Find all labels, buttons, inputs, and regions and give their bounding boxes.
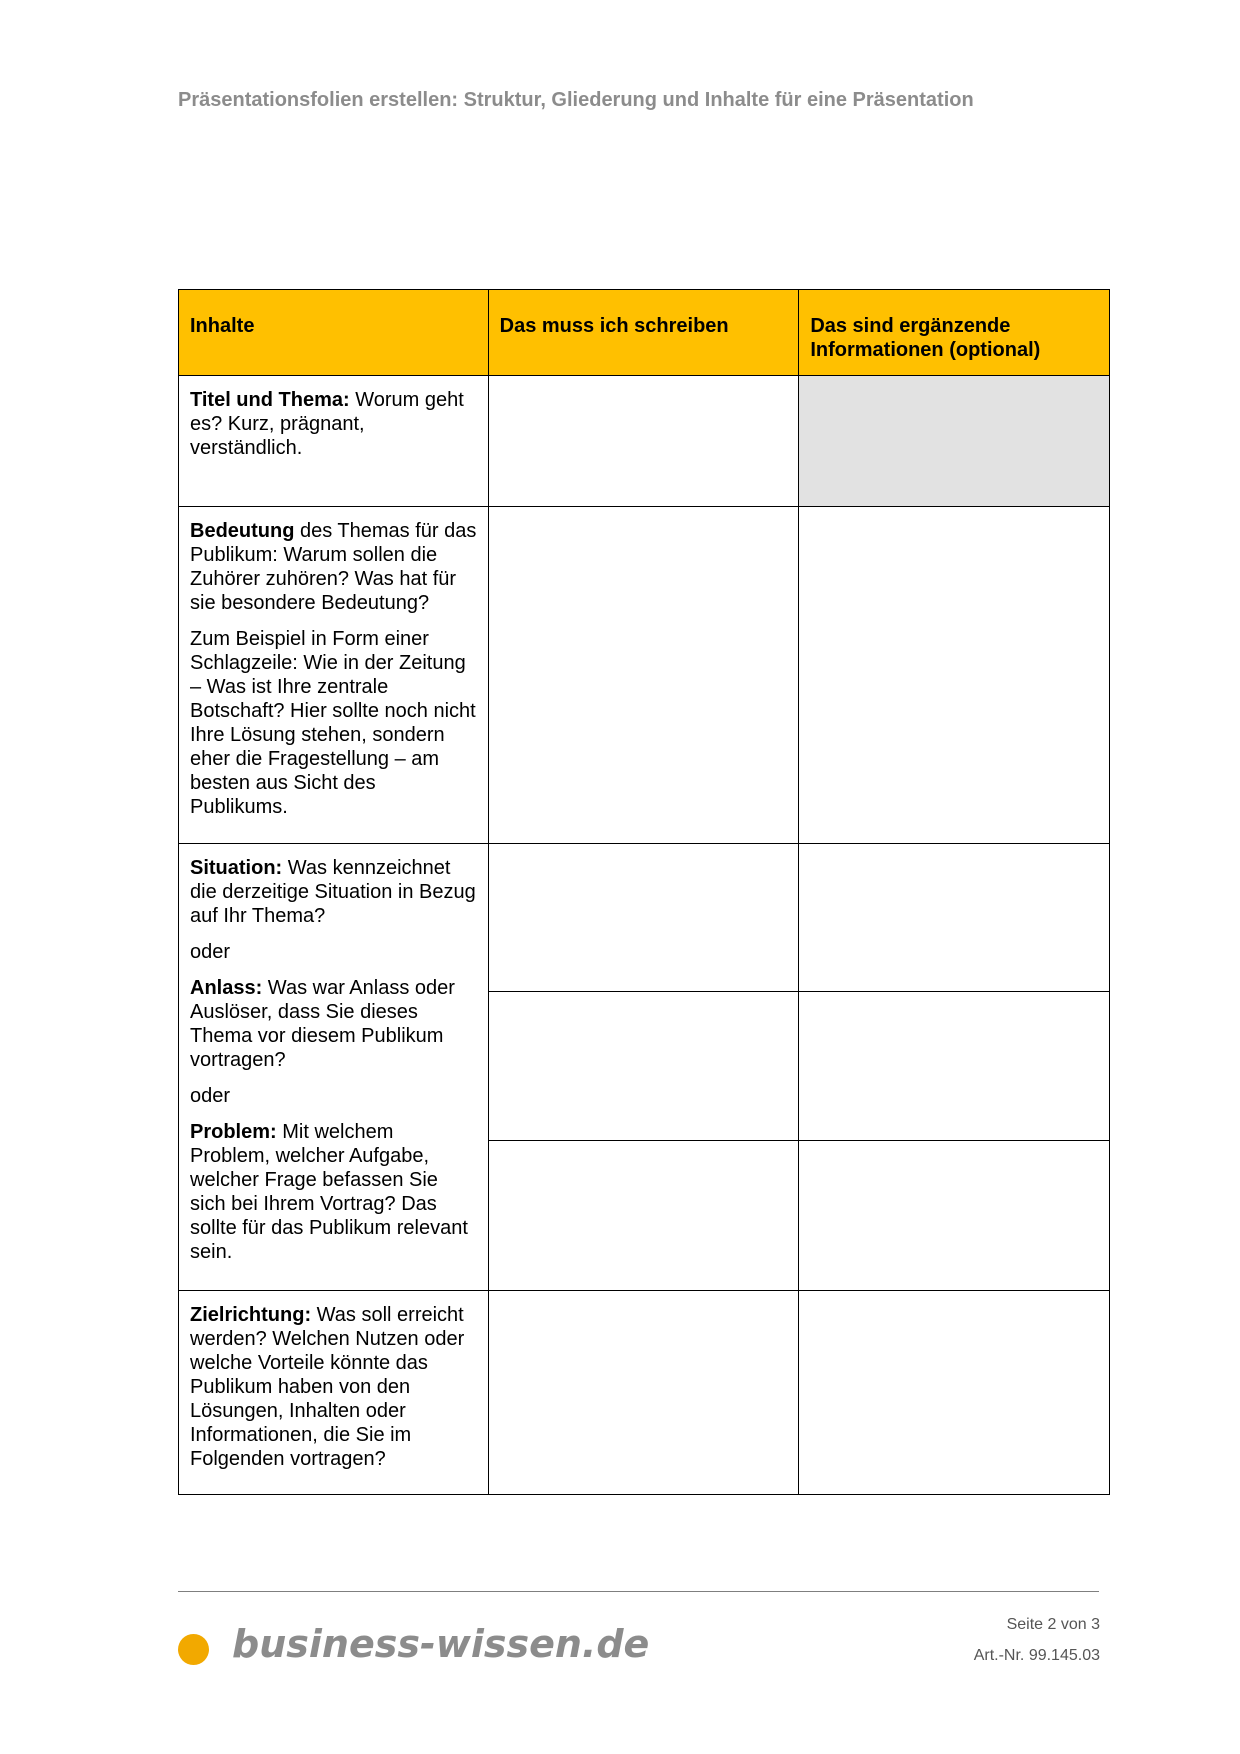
label-anlass: Anlass:: [190, 977, 263, 999]
cell-bedeutung-inhalte: [179, 507, 489, 844]
input-cell-bedeutung-ergaenzend[interactable]: [799, 507, 1110, 844]
label-titel: Titel und Thema:: [190, 389, 350, 411]
text-anlass: Was war Anlass oder Auslöser, dass Sie dieses Thema vor diesem Publikum vortragen?: [190, 977, 455, 1071]
footer-divider: [178, 1591, 1099, 1592]
text-zielrichtung: Was soll erreicht werden? Welchen Nutzen oder welche Vorteile könnte das Publikum haben von den Lösungen, Inhalten oder Informationen, die Sie im Folgenden vortragen?: [190, 1304, 465, 1470]
input-cell-problem-schreiben[interactable]: [488, 1141, 799, 1291]
article-number: Art.-Nr. 99.145.03: [973, 1647, 1100, 1664]
document-title: Präsentationsfolien erstellen: Struktur, Gliederung und Inhalte für eine Präsentation: [178, 89, 974, 111]
text-problem: Mit welchem Problem, welcher Aufgabe, welcher Frage befassen Sie sich bei Ihrem Vortrag? Das sollte für das Publikum relevant sein.: [190, 1121, 468, 1263]
input-cell-situation-ergaenzend[interactable]: [799, 844, 1110, 992]
cell-zielrichtung-inhalte: [179, 1291, 489, 1495]
column-header-schreiben: Das muss ich schreiben: [488, 290, 799, 376]
input-cell-zielrichtung-schreiben[interactable]: [488, 1291, 799, 1495]
label-zielrichtung: Zielrichtung:: [190, 1304, 312, 1326]
oder-separator: oder: [190, 1085, 231, 1107]
paragraph: [190, 976, 477, 1072]
paragraph: [190, 519, 477, 615]
text-situation: Was kennzeichnet die derzeitige Situation in Bezug auf Ihr Thema?: [190, 857, 476, 927]
column-header-ergaenzende-informationen: Das sind ergänzende Informationen (optional): [799, 290, 1110, 376]
label-problem: Problem:: [190, 1121, 277, 1143]
paragraph: [190, 388, 477, 460]
input-cell-anlass-ergaenzend[interactable]: [799, 992, 1110, 1141]
table-row-titel: [179, 376, 1110, 507]
paragraph: [190, 1120, 477, 1264]
paragraph-beispiel: Zum Beispiel in Form einer Schlagzeile: Wie in der Zeitung – Was ist Ihre zentrale Botschaft? Hier sollte noch nicht Ihre Lösung stehen, sondern eher die Fragestellung – am besten aus Sicht des Publikums.: [190, 628, 476, 818]
page-number: Seite 2 von 3: [1006, 1616, 1100, 1633]
text-bedeutung: des Themas für das Publikum: Warum sollen die Zuhörer zuhören? Was hat für sie besondere Bedeutung?: [190, 520, 477, 614]
shaded-cell-titel-ergaenzend: [799, 376, 1110, 507]
input-cell-titel-schreiben[interactable]: [488, 376, 799, 507]
input-cell-anlass-schreiben[interactable]: [488, 992, 799, 1141]
input-cell-zielrichtung-ergaenzend[interactable]: [799, 1291, 1110, 1495]
cell-situation-inhalte: [179, 844, 489, 1291]
table-row-bedeutung: [179, 507, 1110, 844]
logo-dot-icon: [178, 1634, 209, 1665]
cell-titel-inhalte: [179, 376, 489, 507]
table-header-row: [179, 290, 1110, 376]
oder-separator: oder: [190, 941, 231, 963]
label-bedeutung: Bedeutung: [190, 520, 295, 542]
column-header-inhalte: Inhalte: [179, 290, 489, 376]
input-cell-problem-ergaenzend[interactable]: [799, 1141, 1110, 1291]
table-row-situation: [179, 844, 1110, 992]
input-cell-bedeutung-schreiben[interactable]: [488, 507, 799, 844]
paragraph: [190, 856, 477, 928]
content-planning-table: [178, 289, 1110, 1495]
brand-logo: business-wissen.de: [232, 1622, 650, 1666]
input-cell-situation-schreiben[interactable]: [488, 844, 799, 992]
label-situation: Situation:: [190, 857, 283, 879]
paragraph: [190, 1303, 477, 1471]
text-titel: Worum geht es? Kurz, prägnant, verständlich.: [190, 389, 464, 459]
table-row-zielrichtung: [179, 1291, 1110, 1495]
